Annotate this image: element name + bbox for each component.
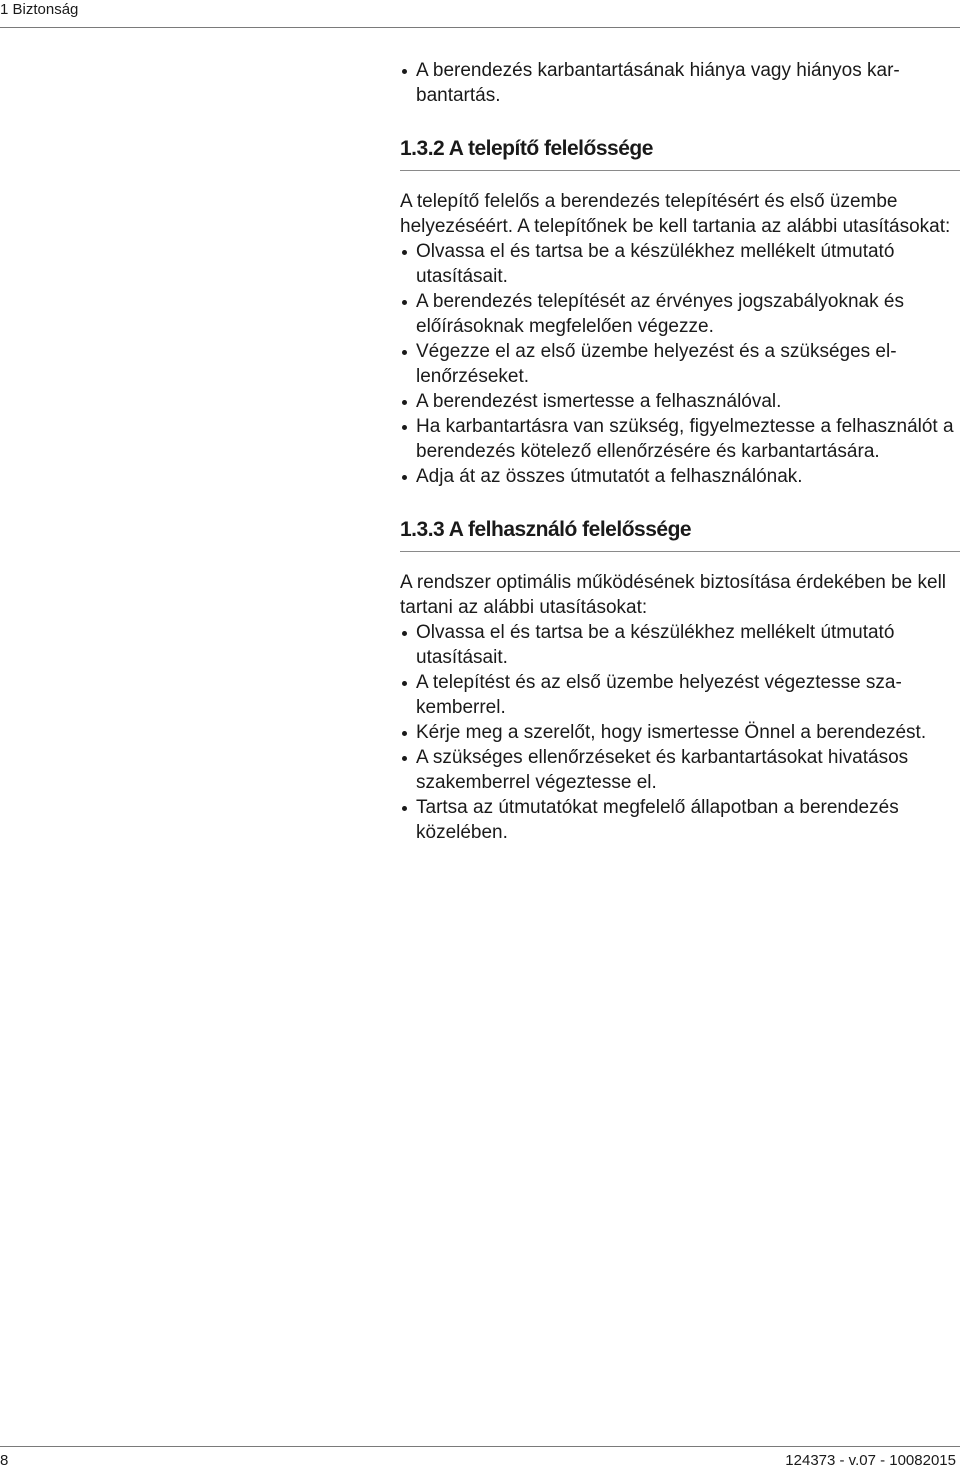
list-item: A berendezés telepítését az érvényes jogszabályoknak és előírásoknak megfelelően végezze.: [400, 289, 960, 339]
section-heading-installer: 1.3.2 A telepítő felelőssége: [400, 136, 960, 171]
section-paragraph-user: A rendszer optimális működésének biztosítása érdekében be kell tartani az alábbi utasításokat:: [400, 572, 947, 618]
document-id: 124373 - v.07 - 10082015: [785, 1452, 956, 1469]
list-item: A szükséges ellenőrzéseket és karbantartásokat hivatásos szakemberrel végeztesse el.: [400, 745, 960, 795]
list-item: A telepítést és az első üzembe helyezést végeztesse szakemberrel.: [400, 670, 960, 720]
list-item: Adja át az összes útmutatót a felhasználónak.: [400, 464, 960, 489]
list-item: A berendezés karbantartásának hiánya vagy hiányos karbantartás.: [400, 58, 960, 108]
list-item: Ha karbantartásra van szükség, figyelmeztesse a felhasználót a berendezés kötelező ellenőrzésére és karbantartására.: [400, 414, 960, 464]
list-item: Tartsa az útmutatókat megfelelő állapotban a berendezés közelében.: [400, 795, 960, 845]
running-header: 1 Biztonság: [0, 1, 79, 18]
footer-divider: [0, 1446, 960, 1447]
section-paragraph-installer: A telepítő felelős a berendezés telepítésért és első üzembe helyezéséért. A telepítőnek be kell tartania az alábbi utasításokat:: [400, 191, 951, 237]
list-item: Olvassa el és tartsa be a készülékhez mellékelt útmutató utasításait.: [400, 620, 960, 670]
main-content: [400, 58, 960, 845]
installer-bullet-list: [400, 239, 960, 489]
list-item: Olvassa el és tartsa be a készülékhez mellékelt útmutató utasításait.: [400, 239, 960, 289]
page-number: 8: [0, 1452, 9, 1469]
header-divider: [0, 27, 960, 28]
list-item: A berendezést ismertesse a felhasználóval.: [400, 389, 960, 414]
user-bullet-list: [400, 620, 960, 845]
list-item: Végezze el az első üzembe helyezést és a szükséges ellenőrzéseket.: [400, 339, 960, 389]
list-item: Kérje meg a szerelőt, hogy ismertesse Önnel a berendezést.: [400, 720, 960, 745]
section-heading-user: 1.3.3 A felhasználó felelőssége: [400, 517, 960, 552]
intro-bullet-list: [400, 58, 960, 108]
